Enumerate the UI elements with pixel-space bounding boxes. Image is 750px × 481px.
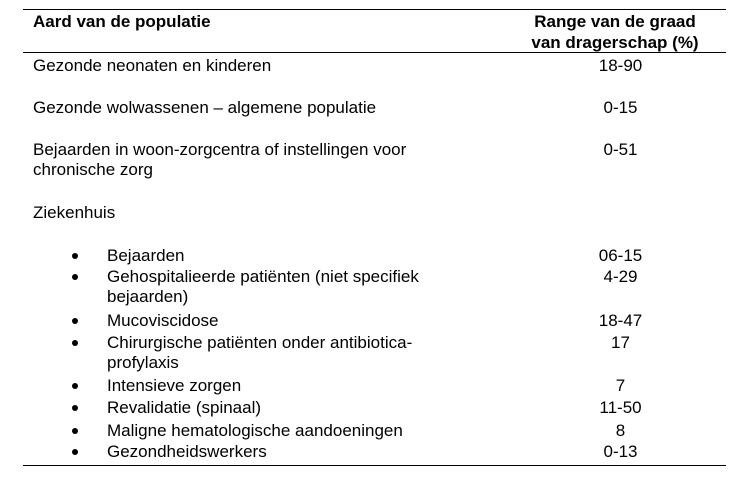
table-bottom-rule bbox=[23, 465, 726, 466]
row-range: 18-90 bbox=[598, 56, 643, 75]
list-item-label-continued: profylaxis bbox=[107, 353, 179, 372]
list-item-range: 06-15 bbox=[598, 246, 643, 265]
list-item-label: Bejaarden bbox=[107, 246, 185, 265]
row-range: 0-51 bbox=[603, 140, 638, 159]
list-item-range: 0-13 bbox=[603, 442, 638, 461]
list-item-range: 8 bbox=[615, 421, 626, 440]
row-label: Bejaarden in woon-zorgcentra of instellingen voor bbox=[33, 140, 407, 159]
list-item-label: Mucoviscidose bbox=[107, 311, 219, 330]
bullet-icon bbox=[72, 428, 78, 434]
bullet-icon bbox=[72, 274, 78, 280]
row-label-continued: chronische zorg bbox=[33, 160, 154, 179]
list-item-range: 4-29 bbox=[603, 267, 638, 286]
bullet-icon bbox=[72, 405, 78, 411]
table-top-rule bbox=[23, 9, 726, 10]
list-item-range: 7 bbox=[615, 376, 626, 395]
section-label-hospital: Ziekenhuis bbox=[33, 203, 116, 222]
row-label: Gezonde wolwassenen – algemene populatie bbox=[33, 98, 377, 117]
bullet-icon bbox=[72, 383, 78, 389]
header-population: Aard van de populatie bbox=[33, 12, 211, 31]
table-header-rule bbox=[23, 52, 726, 53]
list-item-label: Gezondheidswerkers bbox=[107, 442, 267, 461]
bullet-icon bbox=[72, 253, 78, 259]
list-item-label: Intensieve zorgen bbox=[107, 376, 242, 395]
list-item-range: 17 bbox=[611, 333, 630, 352]
list-item-range: 18-47 bbox=[598, 311, 643, 330]
list-item-label: Gehospitalieerde patiënten (niet specifiek bbox=[107, 267, 419, 286]
header-range-line1: Range van de graad bbox=[534, 12, 696, 31]
row-range: 0-15 bbox=[603, 98, 638, 117]
list-item-label-continued: bejaarden) bbox=[107, 287, 189, 306]
list-item-label: Revalidatie (spinaal) bbox=[107, 398, 262, 417]
row-label: Gezonde neonaten en kinderen bbox=[33, 56, 272, 75]
bullet-icon bbox=[72, 340, 78, 346]
header-range-line2: van dragerschap (%) bbox=[531, 33, 699, 52]
bullet-icon bbox=[72, 318, 78, 324]
bullet-icon bbox=[72, 449, 78, 455]
list-item-label: Maligne hematologische aandoeningen bbox=[107, 421, 403, 440]
list-item-range: 11-50 bbox=[599, 398, 642, 417]
list-item-label: Chirurgische patiënten onder antibiotica- bbox=[107, 333, 413, 352]
